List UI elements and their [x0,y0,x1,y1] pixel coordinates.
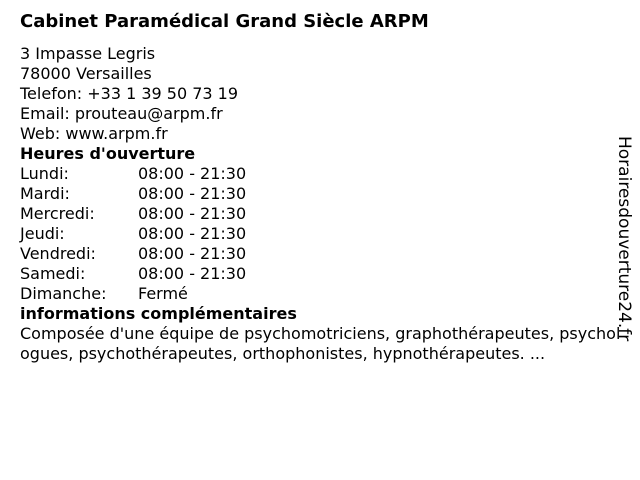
day-label: Jeudi: [20,224,65,243]
additional-info-heading: informations complémentaires [20,304,297,323]
day-hours: 08:00 - 21:30 [138,184,247,203]
opening-hours-table [20,164,246,304]
hours-row-monday [20,164,246,184]
phone-line: Telefon: +33 1 39 50 73 19 [20,84,239,103]
hours-row-wednesday [20,204,246,224]
business-name: Cabinet Paramédical Grand Siècle ARPM [20,11,429,32]
hours-row-saturday [20,264,246,284]
street-address: 3 Impasse Legris [20,44,156,63]
day-label: Vendredi: [20,244,96,263]
day-label: Mardi: [20,184,70,203]
day-hours: 08:00 - 21:30 [138,204,247,223]
day-hours: 08:00 - 21:30 [138,244,247,263]
city-address: 78000 Versailles [20,64,152,83]
day-hours: 08:00 - 21:30 [138,264,247,283]
address-block [20,44,620,144]
day-label: Samedi: [20,264,86,283]
hours-row-friday [20,244,246,264]
hours-row-tuesday [20,184,246,204]
business-card [20,10,620,364]
day-hours: 08:00 - 21:30 [138,164,247,183]
additional-info-text: Composée d'une équipe de psychomotriciens, graphothérapeutes, psychologues, psychothérapeutes, orthophonistes, hypnothérapeutes. ... [20,324,621,363]
web-line: Web: www.arpm.fr [20,124,168,143]
day-hours: Fermé [138,284,188,303]
hours-row-sunday [20,284,246,304]
day-label: Mercredi: [20,204,95,223]
opening-hours-heading: Heures d'ouverture [20,144,196,163]
hours-row-thursday [20,224,246,244]
day-label: Dimanche: [20,284,107,303]
day-label: Lundi: [20,164,69,183]
email-line: Email: prouteau@arpm.fr [20,104,223,123]
day-hours: 08:00 - 21:30 [138,224,247,243]
brand-watermark: Horairesdouverture24.fr [614,136,634,342]
